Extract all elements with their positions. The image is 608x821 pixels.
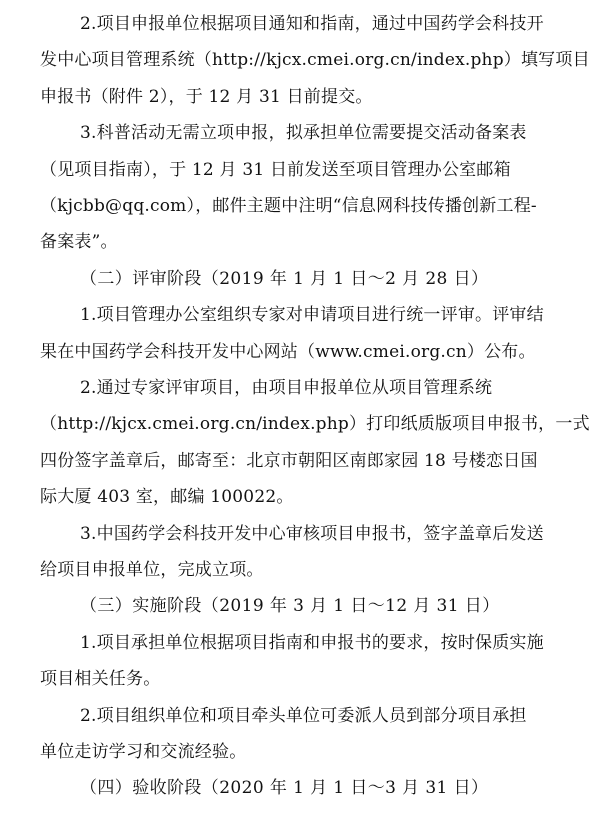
paragraph-line: 单位走访学习和交流经验。 (40, 742, 247, 762)
paragraph-line: 申报书（附件 2），于 12 月 31 日前提交。 (40, 86, 373, 107)
paragraph-line: 2.项目组织单位和项目牵头单位可委派人员到部分项目承担 (80, 705, 527, 726)
section-heading-review: （二）评审阶段（2019 年 1 月 1 日～2 月 28 日） (80, 268, 489, 289)
paragraph-line: 1.项目承担单位根据项目指南和申报书的要求，按时保质实施 (80, 632, 544, 653)
paragraph-line: 给项目申报单位，完成立项。 (40, 560, 264, 580)
paragraph-line: 四份签字盖章后，邮寄至：北京市朝阳区南郎家园 18 号楼恋日国 (40, 450, 538, 471)
paragraph-line: 发中心项目管理系统（http://kjcx.cmei.org.cn/index.php）填写项目 (40, 50, 590, 71)
paragraph-line: 3.科普活动无需立项申报，拟承担单位需要提交活动备案表 (80, 123, 527, 144)
paragraph-line: （http://kjcx.cmei.org.cn/index.php）打印纸质版项目申报书，一式 (40, 414, 590, 435)
paragraph-line: 2.通过专家评审项目，由项目申报单位从项目管理系统 (80, 378, 493, 398)
paragraph-line: （kjcbb@qq.com），邮件主题中注明“信息网科技传播创新工程- (40, 196, 537, 216)
paragraph-line: 际大厦 403 室，邮编 100022。 (40, 487, 294, 508)
paragraph-line: 1.项目管理办公室组织专家对申请项目进行统一评审。评审结 (80, 305, 544, 326)
paragraph-line: 项目相关任务。 (40, 669, 161, 690)
paragraph-line: 果在中国药学会科技开发中心网站（www.cmei.org.cn）公布。 (40, 341, 536, 362)
paragraph-line: 备案表”。 (40, 232, 118, 253)
paragraph-line: （见项目指南），于 12 月 31 日前发送至项目管理办公室邮箱 (40, 159, 511, 180)
section-heading-acceptance: （四）验收阶段（2020 年 1 月 1 日～3 月 31 日） (80, 778, 489, 799)
paragraph-line: 2.项目申报单位根据项目通知和指南，通过中国药学会科技开 (80, 14, 544, 34)
paragraph-line: 3.中国药学会科技开发中心审核项目申报书，签字盖章后发送 (80, 523, 544, 544)
section-heading-implementation: （三）实施阶段（2019 年 3 月 1 日～12 月 31 日） (80, 596, 500, 617)
